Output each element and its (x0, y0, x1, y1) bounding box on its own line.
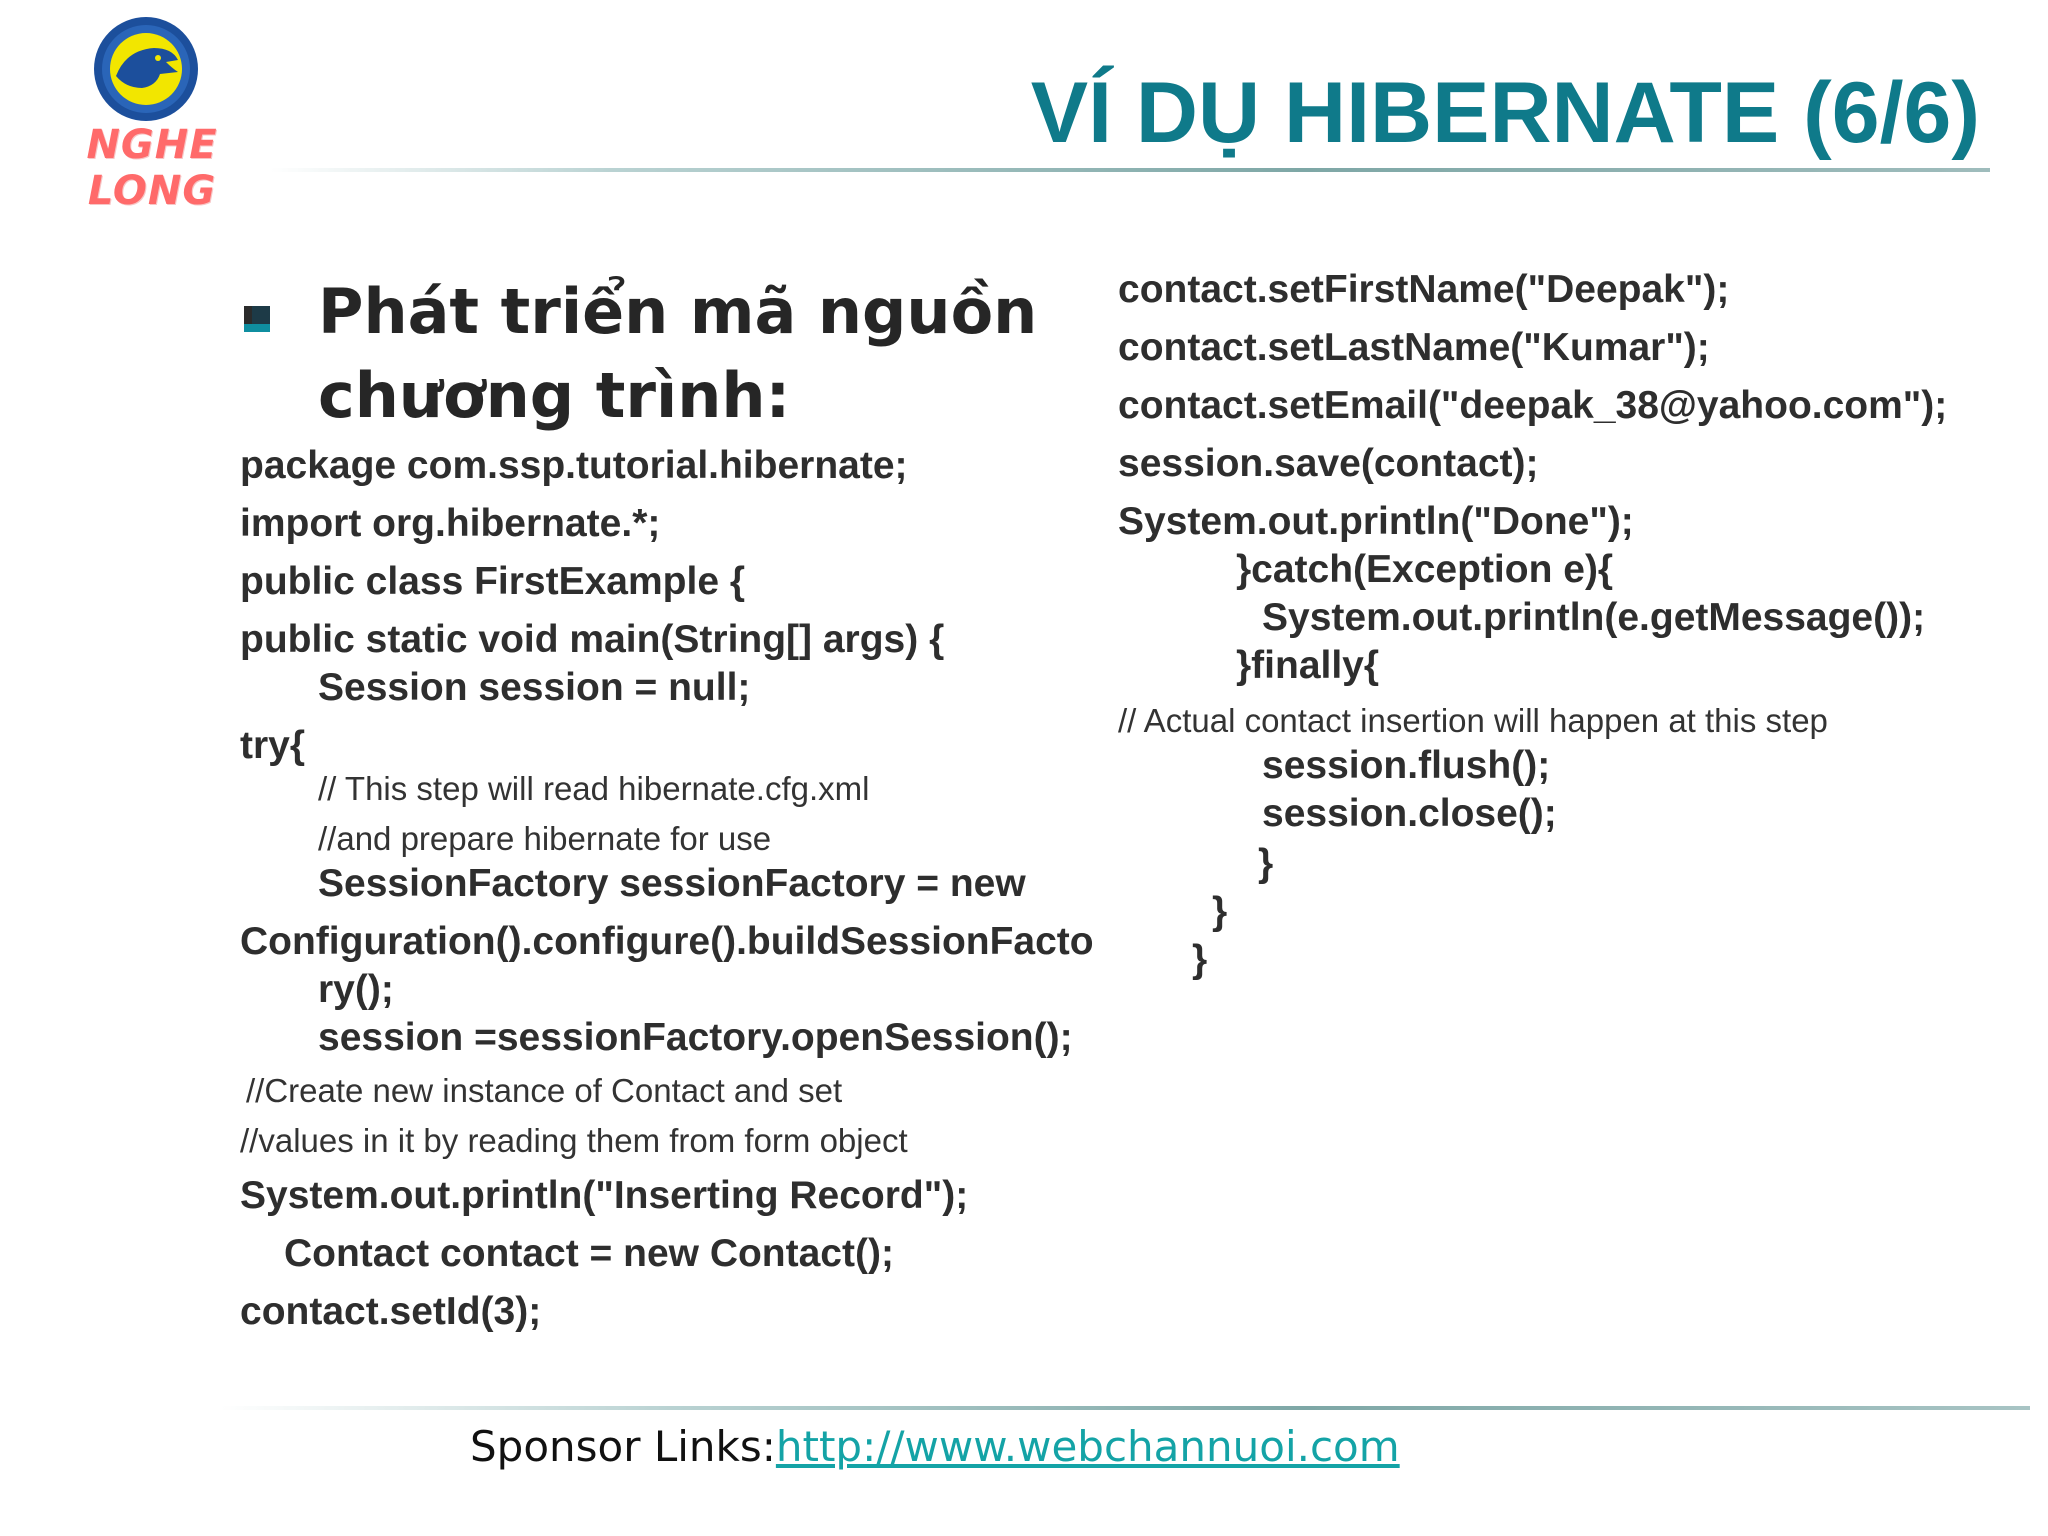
code-line: contact.setLastName("Kumar"); (1118, 326, 1710, 369)
code-line: System.out.println("Done"); (1118, 500, 1634, 543)
code-line: try{ (240, 724, 306, 767)
code-line: System.out.println(e.getMessage()); (1262, 596, 1926, 639)
code-comment: //values in it by reading them from form object (240, 1122, 908, 1159)
code-line: session.close(); (1262, 792, 1557, 835)
code-line: }finally{ (1236, 644, 1380, 687)
sponsor-link[interactable]: http://www.webchannuoi.com (775, 1422, 1400, 1471)
code-line: contact.setEmail("deepak_38@yahoo.com"); (1118, 384, 1948, 427)
code-line: Configuration().configure().buildSessionFacto (240, 920, 1094, 963)
code-line: contact.setFirstName("Deepak"); (1118, 268, 1730, 311)
code-line: public class FirstExample { (240, 560, 746, 603)
code-comment: // This step will read hibernate.cfg.xml (318, 770, 870, 807)
sponsor-label: Sponsor Links: (470, 1422, 776, 1471)
code-line: session =sessionFactory.openSession(); (318, 1016, 1073, 1059)
sponsor-links (470, 1422, 1400, 1471)
code-comment: // Actual contact insertion will happen at this step (1118, 702, 1828, 739)
code-line: SessionFactory sessionFactory = new (318, 862, 1026, 905)
code-line: contact.setId(3); (240, 1290, 542, 1333)
code-line: } (1212, 890, 1228, 933)
code-line: session.flush(); (1262, 744, 1551, 787)
code-line: session.save(contact); (1118, 442, 1539, 485)
code-line: public static void main(String[] args) { (240, 618, 945, 661)
heading-line-1: Phát triển mã nguồn (318, 275, 1038, 348)
code-line: import org.hibernate.*; (240, 502, 661, 545)
bullet-heading (318, 270, 1118, 438)
code-line: ry(); (318, 968, 394, 1011)
logo (22, 14, 282, 214)
code-line: System.out.println("Inserting Record"); (240, 1174, 969, 1217)
heading-line-2: chương trình: (318, 359, 791, 432)
bullet-square-icon (244, 306, 270, 332)
dragon-head-icon (86, 14, 206, 124)
code-line: } (1192, 938, 1208, 981)
footer-divider (220, 1406, 2030, 1410)
code-line: Session session = null; (318, 666, 751, 709)
code-line: package com.ssp.tutorial.hibernate; (240, 444, 908, 487)
code-line: }catch(Exception e){ (1236, 548, 1614, 591)
logo-text: NGHE LONG (86, 122, 218, 214)
slide-title: VÍ DỤ HIBERNATE (6/6) (1030, 65, 1980, 161)
code-line: Contact contact = new Contact(); (284, 1232, 894, 1275)
title-divider (270, 168, 1990, 172)
code-comment: //Create new instance of Contact and set (246, 1072, 843, 1109)
code-comment: //and prepare hibernate for use (318, 820, 772, 857)
code-line: } (1258, 842, 1274, 885)
